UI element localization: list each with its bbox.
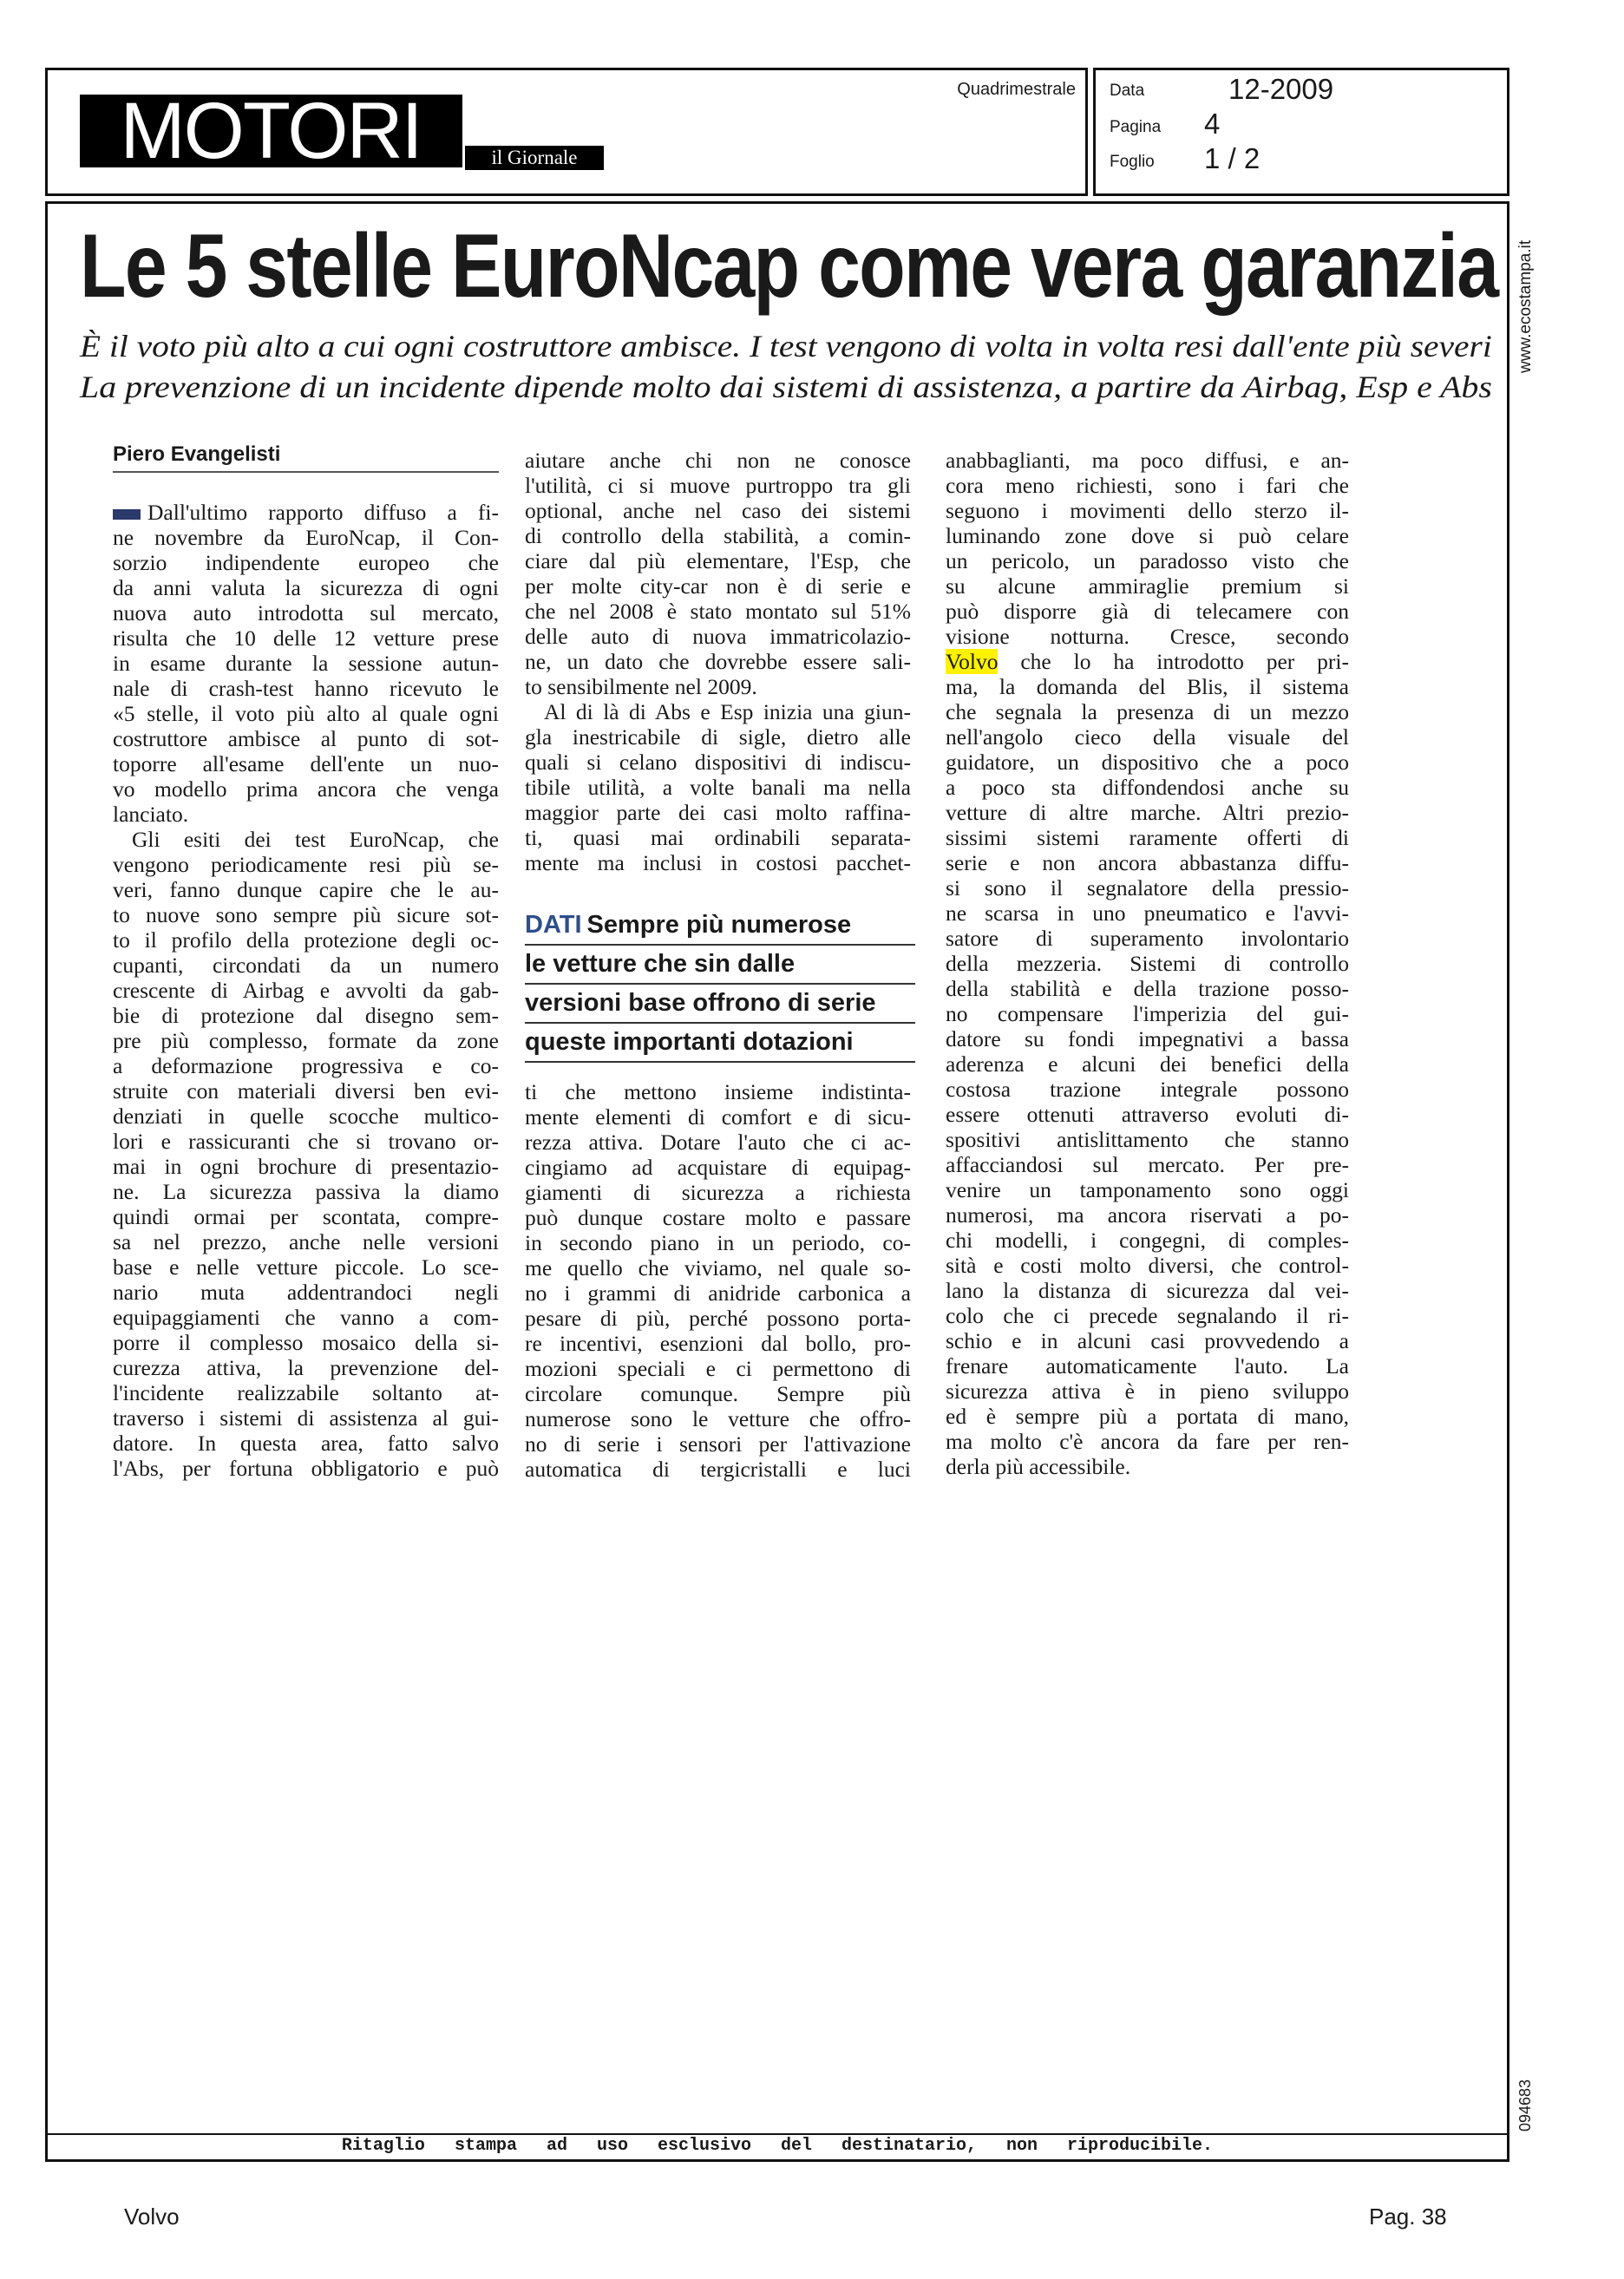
line-text: ne scarsa in uno pneumatico e l'avvi-: [946, 900, 1349, 926]
line-text: ti che mettono insieme indistinta-: [525, 1079, 911, 1104]
text-line: [113, 1028, 499, 1053]
text-line: [946, 951, 1349, 976]
text-line: [946, 1026, 1349, 1051]
text-line: [113, 953, 499, 978]
text-line: [525, 850, 911, 875]
line-text: veri, fanno dunque capire che le au-: [113, 877, 499, 902]
text-line: [113, 1280, 499, 1305]
date-value: 12-2009: [1228, 73, 1334, 105]
line-text: si sono il segnalatore della pressio-: [946, 875, 1349, 900]
text-line: [525, 573, 911, 599]
line-text: luminando zone dove si può celare: [946, 523, 1349, 548]
line-text: a poco sta diffondendosi anche su: [946, 775, 1349, 800]
line-text: pesare di più, perché possono porta-: [525, 1306, 911, 1331]
line-text: per molte city-car non è di serie e: [525, 573, 911, 599]
text-line: [946, 473, 1349, 498]
line-text: bie di protezione dal disegno sem-: [113, 1003, 499, 1028]
line-text: me quello che viviamo, nel quale so-: [525, 1255, 911, 1280]
line-text: giamenti di sicurezza a richiesta: [525, 1180, 911, 1205]
column-2-top: [525, 448, 911, 875]
line-text: mozioni speciali e ci permettono di: [525, 1356, 911, 1381]
text-line: [946, 548, 1349, 573]
line-text: venire un tamponamento sono oggi: [946, 1177, 1349, 1202]
text-line: [113, 575, 499, 600]
line-text: no di serie i sensori per l'attivazione: [525, 1431, 911, 1457]
line-text: «5 stelle, il voto più alto al quale ogni: [113, 701, 499, 726]
line-text: equipaggiamenti che vanno a com-: [113, 1305, 499, 1330]
headline: Le 5 stelle EuroNcap come vera garanzia: [80, 216, 1498, 317]
text-line: [525, 750, 911, 775]
line-text: lanciato.: [113, 802, 189, 827]
clipping-code: 094683: [1516, 2079, 1534, 2132]
text-line: [525, 649, 911, 674]
text-line: [113, 1405, 499, 1431]
line-text: l'Abs, per fortuna obbligatorio e può: [113, 1456, 499, 1481]
callout-line: [525, 907, 915, 946]
line-text: costosa trazione integrale possono: [946, 1077, 1349, 1102]
text-line: [113, 751, 499, 776]
line-text: no compensare l'imperizia del gui-: [946, 1001, 1349, 1026]
date-label: Data: [1110, 82, 1145, 100]
line-text: numerosi, ma ancora riservati a po-: [946, 1202, 1349, 1228]
sheet-label: Foglio: [1110, 153, 1155, 171]
text-line: [113, 1456, 499, 1481]
text-line: [525, 1255, 911, 1280]
callout-line: versioni base offrono di serie: [525, 985, 915, 1024]
line-text: che lo ha introdotto per pri-: [998, 649, 1349, 674]
line-text: lori e rassicuranti che si trovano or-: [113, 1129, 499, 1154]
line-text: ti, quasi mai ordinabili separata-: [525, 825, 911, 850]
line-text: risulta che 10 delle 12 vetture prese: [113, 625, 499, 651]
line-text: datore. In questa area, fatto salvo: [113, 1431, 499, 1456]
line-text: struite con materiali diversi ben evi-: [113, 1078, 499, 1103]
text-line: [113, 1431, 499, 1456]
line-text: to nuove sono sempre più sicure sot-: [113, 902, 499, 927]
text-line: [946, 498, 1349, 523]
text-line: [525, 624, 911, 649]
line-text: visione notturna. Cresce, secondo: [946, 624, 1349, 649]
line-text: mai in ogni brochure di presentazio-: [113, 1154, 499, 1179]
line-text: sità e costi molto diversi, che control-: [946, 1253, 1349, 1278]
text-line: [525, 1130, 911, 1155]
line-text: chi modelli, i congegni, di comples-: [946, 1228, 1349, 1253]
line-text: vo modello prima ancora che venga: [113, 776, 499, 802]
text-line: [946, 1253, 1349, 1278]
line-text: denziati in quelle scocche multico-: [113, 1103, 499, 1129]
text-line: [946, 674, 1349, 699]
text-line: [113, 676, 499, 701]
text-line: [113, 1078, 499, 1103]
text-line: [946, 900, 1349, 926]
text-line: [946, 1278, 1349, 1303]
line-text: nale di crash-test hanno ricevuto le: [113, 676, 499, 701]
text-line: [946, 976, 1349, 1001]
text-line: [113, 902, 499, 927]
text-line: [525, 1331, 911, 1356]
line-text: nuova auto introdotta sul mercato,: [113, 600, 499, 625]
text-line: [113, 625, 499, 651]
line-text: quali si celano dispositivi di indiscu-: [525, 750, 911, 775]
text-line: [525, 724, 911, 750]
text-line: [525, 1431, 911, 1457]
text-line: [946, 1228, 1349, 1253]
line-text: spositivi antislittamento che stanno: [946, 1127, 1349, 1152]
line-text: che nel 2008 è stato montato sul 51%: [525, 599, 911, 624]
il-giornale-logo: il Giornale: [465, 146, 604, 170]
text-line: [946, 1429, 1349, 1454]
text-line: [946, 724, 1349, 750]
line-text: aderenza e alcuni dei benefici della: [946, 1051, 1349, 1077]
text-line: [113, 1305, 499, 1330]
line-text: quindi ormai per scontata, compre-: [113, 1204, 499, 1229]
text-line: [946, 875, 1349, 900]
line-text: rezza attiva. Dotare l'auto che ci ac-: [525, 1130, 911, 1155]
line-text: l'utilità, ci si muove purtroppo tra gli: [525, 473, 911, 498]
footer-rule: [45, 2133, 1509, 2135]
text-line: [525, 674, 911, 699]
line-text: seguono i movimenti dello sterzo il-: [946, 498, 1349, 523]
subtitle-1: È il voto più alto a cui ogni costruttore ambisce. I test vengono di volta in volta resi dall'ente più severi: [80, 329, 1492, 363]
line-text: può disporre già di telecamere con: [946, 599, 1349, 624]
line-text: costruttore ambisce al punto di sot-: [113, 726, 499, 751]
text-line: [113, 978, 499, 1003]
text-line: [946, 825, 1349, 850]
line-text: ne, un dato che dovrebbe essere sali-: [525, 649, 911, 674]
line-text: ed è sempre più a portata di mano,: [946, 1404, 1349, 1429]
line-text: di controllo della stabilità, a comin-: [525, 523, 911, 548]
callout-box: [525, 907, 915, 1063]
line-text: della stabilità e della trazione posso-: [946, 976, 1349, 1001]
text-line: [525, 1180, 911, 1205]
column-1: [113, 500, 499, 1481]
callout-line: le vetture che sin dalle: [525, 946, 915, 985]
callout-text: Sempre più numerose: [586, 911, 852, 939]
motori-logo: [80, 95, 462, 167]
text-line: [525, 1306, 911, 1331]
text-line: [946, 699, 1349, 724]
text-line: [525, 473, 911, 498]
text-line: [525, 1457, 911, 1482]
sheet-value: 1 / 2: [1204, 142, 1261, 174]
text-line: [525, 1230, 911, 1255]
text-line: [113, 927, 499, 953]
line-text: porre il complesso mosaico della si-: [113, 1330, 499, 1355]
footer-page-number: Pag. 38: [1369, 2204, 1447, 2230]
text-line: [525, 1104, 911, 1130]
text-line: [946, 1353, 1349, 1379]
text-line: [113, 1254, 499, 1280]
text-line: [525, 523, 911, 548]
text-line: [946, 1001, 1349, 1026]
text-line: [946, 1152, 1349, 1177]
line-text: schio e in alcuni casi provvedendo a: [946, 1328, 1349, 1353]
text-line: [525, 548, 911, 573]
text-line: [525, 1205, 911, 1230]
line-text: lano la distanza di sicurezza dal vei-: [946, 1278, 1349, 1303]
line-text: datore su fondi impegnativi a bassa: [946, 1026, 1349, 1051]
column-3: [946, 448, 1349, 1479]
text-line: [525, 498, 911, 523]
line-text: nell'angolo cieco della visuale del: [946, 724, 1349, 750]
text-line: [946, 1127, 1349, 1152]
line-text: ma, la domanda del Blis, il sistema: [946, 674, 1349, 699]
line-text: guidatore, un dispositivo che a poco: [946, 750, 1349, 775]
text-line: [113, 600, 499, 625]
text-line: [946, 1102, 1349, 1127]
line-text: mente elementi di comfort e di sicu-: [525, 1104, 911, 1130]
text-line: [946, 1177, 1349, 1202]
text-line: [113, 776, 499, 802]
line-text: sorzio indipendente europeo che: [113, 550, 499, 575]
text-line: [525, 1381, 911, 1406]
text-line: [946, 1051, 1349, 1077]
text-line: [113, 550, 499, 575]
footer-keyword: Volvo: [124, 2204, 180, 2230]
line-text: base e nelle vetture piccole. Lo sce-: [113, 1254, 499, 1280]
text-line: [525, 800, 911, 825]
byline-rule: [113, 471, 499, 473]
page-label: Pagina: [1110, 118, 1162, 136]
line-text: satore di superamento involontario: [946, 926, 1349, 951]
callout-tag: DATI: [525, 911, 582, 939]
page-value: 4: [1204, 108, 1221, 140]
logo-text: MOTORI: [120, 95, 422, 167]
line-text: cingiamo ad acquistare di equipag-: [525, 1155, 911, 1180]
text-line: [113, 1355, 499, 1380]
line-text: derla più accessibile.: [946, 1454, 1131, 1479]
text-line: [525, 699, 911, 724]
text-line: [946, 850, 1349, 875]
text-line: [113, 500, 499, 525]
text-line: [525, 1406, 911, 1431]
callout-line: queste importanti dotazioni: [525, 1024, 915, 1063]
line-text: ne. La sicurezza passiva la diamo: [113, 1179, 499, 1204]
line-text: Dall'ultimo rapporto diffuso a fi-: [147, 500, 499, 525]
text-line: [113, 726, 499, 751]
text-line: [525, 775, 911, 800]
line-text: può dunque costare molto e passare: [525, 1205, 911, 1230]
text-line: [946, 750, 1349, 775]
line-text: cora meno richiesti, sono i fari che: [946, 473, 1349, 498]
text-line: [946, 523, 1349, 548]
line-text: gla inestricabile di sigle, dietro alle: [525, 724, 911, 750]
text-line: [946, 1454, 1349, 1479]
line-text: Al di là di Abs e Esp inizia una giun-: [544, 699, 911, 724]
line-text: tibile utilità, a volte banali ma nella: [525, 775, 911, 800]
text-line: [946, 573, 1349, 599]
line-text: della mezzeria. Sistemi di controllo: [946, 951, 1349, 976]
line-text: maggior parte dei casi molto raffina-: [525, 800, 911, 825]
text-line: [113, 1204, 499, 1229]
text-line: [113, 877, 499, 902]
line-text: toporre all'esame dell'ente un nuo-: [113, 751, 499, 776]
line-text: serie e non ancora abbastanza diffu-: [946, 850, 1349, 875]
line-text: che segnala la presenza di un mezzo: [946, 699, 1349, 724]
text-line: [113, 1154, 499, 1179]
text-line: [113, 827, 499, 852]
text-line: [946, 775, 1349, 800]
line-text: frenare automaticamente l'auto. La: [946, 1353, 1349, 1379]
line-text: curezza attiva, la prevenzione del-: [113, 1355, 499, 1380]
text-line: [946, 800, 1349, 825]
text-line: [946, 448, 1349, 473]
text-line: [946, 1379, 1349, 1404]
line-text: a deformazione progressiva e co-: [113, 1053, 499, 1078]
line-text: mente ma inclusi in costosi pacchet-: [525, 850, 911, 875]
line-text: ma molto c'è ancora da fare per ren-: [946, 1429, 1349, 1454]
line-text: to sensibilmente nel 2009.: [525, 674, 757, 699]
line-text: essere ottenuti attraverso evoluti di-: [946, 1102, 1349, 1127]
line-text: re incentivi, esenzioni dal bollo, pro-: [525, 1331, 911, 1356]
text-line: [113, 1380, 499, 1405]
text-line: [525, 1155, 911, 1180]
text-line: [113, 1179, 499, 1204]
line-text: colo che ci precede segnalando il ri-: [946, 1303, 1349, 1328]
text-line: [113, 1229, 499, 1254]
text-line: [113, 1003, 499, 1028]
line-text: traverso i sistemi di assistenza al gui-: [113, 1405, 499, 1431]
text-line: [113, 1330, 499, 1355]
line-text: affacciandosi sul mercato. Per pre-: [946, 1152, 1349, 1177]
text-line: [113, 525, 499, 550]
periodicity: Quadrimestrale: [957, 80, 1076, 99]
line-text: ne novembre da EuroNcap, il Con-: [113, 525, 499, 550]
author-byline: Piero Evangelisti: [113, 442, 281, 466]
text-line: [113, 802, 499, 827]
text-line: [525, 1280, 911, 1306]
line-text: automatica di tergicristalli e luci: [525, 1457, 911, 1482]
line-text: da anni valuta la sicurezza di ogni: [113, 575, 499, 600]
text-line: [946, 599, 1349, 624]
line-text: Gli esiti dei test EuroNcap, che: [132, 827, 499, 852]
text-line: [946, 1077, 1349, 1102]
column-2-bottom: [525, 1079, 911, 1482]
text-line: [946, 1404, 1349, 1429]
line-text: sissimi sistemi raramente offerti di: [946, 825, 1349, 850]
line-text: un pericolo, un paradosso visto che: [946, 548, 1349, 573]
line-text: l'incidente realizzabile soltanto at-: [113, 1380, 499, 1405]
website-label: www.ecostampa.it: [1516, 239, 1535, 373]
text-line: [525, 1356, 911, 1381]
line-text: su alcune ammiraglie premium si: [946, 573, 1349, 599]
line-text: numerose sono le vetture che offro-: [525, 1406, 911, 1431]
line-text: to il profilo della protezione degli oc-: [113, 927, 499, 953]
line-text: vetture di altre marche. Altri prezio-: [946, 800, 1349, 825]
text-line: [113, 852, 499, 877]
text-line: [113, 1053, 499, 1078]
copyright-notice: Ritaglio stampa ad uso esclusivo del destinatario, non riproducibile.: [341, 2136, 1214, 2156]
line-text: sicurezza attiva è in pieno sviluppo: [946, 1379, 1349, 1404]
line-text: sa nel prezzo, anche nelle versioni: [113, 1229, 499, 1254]
text-line: [113, 651, 499, 676]
line-text: aiutare anche chi non ne conosce: [525, 448, 911, 473]
text-line: [113, 1103, 499, 1129]
line-text: optional, anche nel caso dei sistemi: [525, 498, 911, 523]
line-text: ciare dal più elementare, l'Esp, che: [525, 548, 911, 573]
line-text: cupanti, circondati da un numero: [113, 953, 499, 978]
line-text: anabbaglianti, ma poco diffusi, e an-: [946, 448, 1349, 473]
line-text: crescente di Airbag e avvolti da gab-: [113, 978, 499, 1003]
text-line: [946, 624, 1349, 649]
line-text: pre più complesso, formate da zone: [113, 1028, 499, 1053]
text-line: [946, 649, 1349, 674]
highlighted-keyword: Volvo: [946, 649, 999, 674]
subtitle-2: La prevenzione di un incidente dipende molto dai sistemi di assistenza, a partire da Airbag, Esp e Abs: [80, 370, 1492, 404]
text-line: [946, 1328, 1349, 1353]
text-line: [946, 926, 1349, 951]
line-text: circolare comunque. Sempre più: [525, 1381, 911, 1406]
line-text: no i grammi di anidride carbonica a: [525, 1280, 911, 1306]
text-line: [525, 1079, 911, 1104]
paragraph-marker-icon: [113, 509, 141, 520]
text-line: [525, 825, 911, 850]
text-line: [946, 1202, 1349, 1228]
line-text: in esame durante la sessione autun-: [113, 651, 499, 676]
line-text: vengono periodicamente resi più se-: [113, 852, 499, 877]
text-line: [113, 701, 499, 726]
text-line: [525, 599, 911, 624]
text-line: [113, 1129, 499, 1154]
line-text: nario muta addentrandoci negli: [113, 1280, 499, 1305]
text-line: [946, 1303, 1349, 1328]
line-text: in secondo piano in un periodo, co-: [525, 1230, 911, 1255]
line-text: delle auto di nuova immatricolazio-: [525, 624, 911, 649]
text-line: [525, 448, 911, 473]
